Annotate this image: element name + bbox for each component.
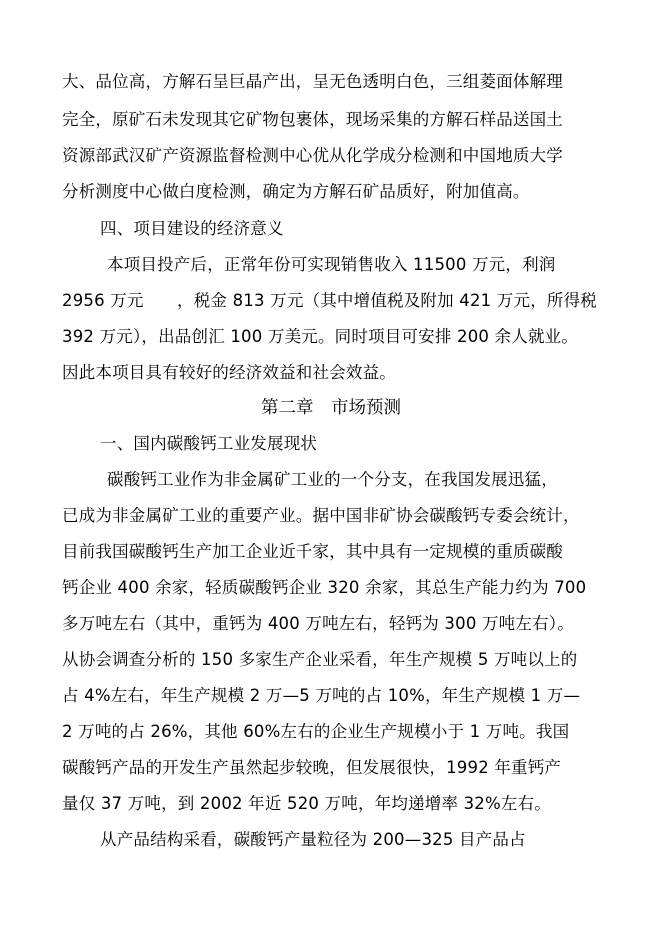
text-line-1: 大、品位高，方解石呈巨晶产出，呈无色透明白色，三组菱面体解理 bbox=[62, 72, 563, 91]
text-line-14: 目前我国碳酸钙生产加工企业近千家，其中具有一定规模的重质碳酸 bbox=[62, 542, 563, 561]
text-line-12: 碳酸钙工业作为非金属矿工业的一个分支，在我国发展迅猛， bbox=[107, 470, 558, 489]
text-line-4: 分析测度中心做白度检测，确定为方解石矿品质好，附加值高。 bbox=[62, 182, 530, 201]
text-line-20: 碳酸钙产品的开发生产虽然起步较晚，但发展很快，1992 年重钙产 bbox=[62, 758, 562, 777]
text-line-2: 完全，原矿石未发现其它矿物包裹体，现场采集的方解石样品送国土 bbox=[62, 110, 563, 129]
section-heading-domestic-status: 一、国内碳酸钙工业发展现状 bbox=[100, 434, 318, 453]
text-line-15: 钙企业 400 余家，轻质碳酸钙企业 320 余家，其总生产能力约为 700 bbox=[62, 578, 587, 597]
text-line-19: 2 万吨的占 26%，其他 60%左右的企业生产规模小于 1 万吨。我国 bbox=[62, 722, 570, 741]
text-line-18: 占 4%左右，年生产规模 2 万—5 万吨的占 10%，年生产规模 1 万— bbox=[62, 686, 581, 705]
text-line-22: 从产品结构采看，碳酸钙产量粒径为 200—325 目产品占 bbox=[100, 830, 526, 849]
text-line-17: 从协会调查分析的 150 多家生产企业采看，年生产规模 5 万吨以上的 bbox=[62, 650, 578, 669]
section-heading-economic-significance: 四、项目建设的经济意义 bbox=[100, 219, 284, 238]
text-line-6: 本项目投产后，正常年份可实现销售收入 11500 万元，利润 bbox=[107, 255, 556, 274]
text-line-8: 392 万元），出品创汇 100 万美元。同时项目可安排 200 余人就业。 bbox=[62, 327, 579, 346]
text-line-9: 因此本项目具有较好的经济效益和社会效益。 bbox=[62, 363, 396, 382]
text-line-3: 资源部武汉矿产资源监督检测中心优从化学成分检测和中国地质大学 bbox=[62, 146, 563, 165]
text-line-7: 2956 万元 ，税金 813 万元（其中增值税及附加 421 万元，所得税 bbox=[62, 291, 598, 310]
text-line-16: 多万吨左右（其中，重钙为 400 万吨左右，轻钙为 300 万吨左右）。 bbox=[62, 614, 574, 633]
text-line-13: 已成为非金属矿工业的重要产业。据中国非矿协会碳酸钙专委会统计， bbox=[62, 506, 580, 525]
text-line-21: 量仅 37 万吨，到 2002 年近 520 万吨，年均递增率 32%左右。 bbox=[62, 794, 551, 813]
chapter-title: 第二章 市场预测 bbox=[261, 398, 401, 418]
